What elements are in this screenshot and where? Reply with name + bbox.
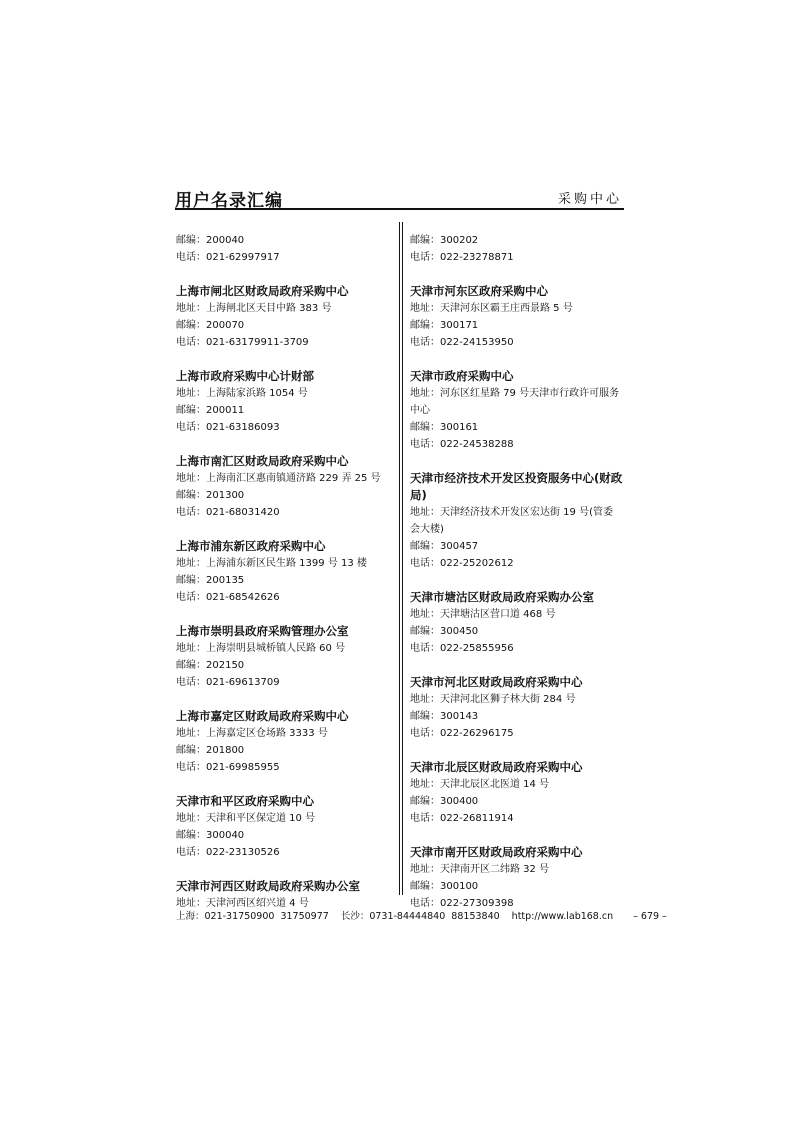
- directory-entry: [176, 538, 391, 606]
- entry-name: 天津市河西区财政局政府采购办公室: [176, 879, 360, 893]
- directory-entry: [176, 283, 391, 351]
- directory-entry: [176, 368, 391, 436]
- entry-line: 邮编：300202: [410, 235, 479, 246]
- entry-line: 电话：022-23278871: [410, 252, 514, 263]
- entry-name: 天津市北辰区财政局政府采购中心: [410, 760, 583, 774]
- entry-line: 邮编：202150: [176, 660, 245, 671]
- column-divider: [399, 222, 400, 895]
- entry-line: 地址：上海崇明县城桥镇人民路 60 号: [176, 643, 346, 654]
- entry-line: 邮编：200070: [176, 320, 245, 331]
- entry-line: 地址：上海闸北区天目中路 383 号: [176, 303, 332, 314]
- entry-line: 邮编：300450: [410, 626, 479, 637]
- entry-line: 邮编：300171: [410, 320, 479, 331]
- entry-line: 邮编：300400: [410, 796, 479, 807]
- column-divider-thin: [402, 222, 403, 895]
- entry-line: 电话：022-26811914: [410, 813, 514, 824]
- entry-line: 电话：021-68542626: [176, 592, 280, 603]
- header-rule: [175, 208, 624, 210]
- header-title: 用户名录汇编: [175, 191, 283, 211]
- entry-name: 上海市政府采购中心计财部: [176, 369, 314, 383]
- entry-line: 电话：022-25202612: [410, 558, 514, 569]
- entry-line: 电话：022-24538288: [410, 439, 514, 450]
- directory-entry: [410, 283, 628, 351]
- footer-changsha: 长沙：0731-84444840 88153840: [340, 911, 500, 922]
- entry-line: 邮编：200040: [176, 235, 245, 246]
- entry-name: 天津市南开区财政局政府采购中心: [410, 845, 583, 859]
- entry-line: 邮编：300040: [176, 830, 245, 841]
- page-number: – 679 –: [633, 911, 667, 922]
- footer: [176, 908, 667, 922]
- directory-entry: [410, 589, 628, 657]
- entry-line: 电话：021-63179911-3709: [176, 337, 309, 348]
- entry-line: 邮编：200011: [176, 405, 245, 416]
- entry-line: 邮编：300100: [410, 881, 479, 892]
- directory-entry: [410, 844, 628, 912]
- entry-line: 电话：021-69613709: [176, 677, 280, 688]
- entry-line: 电话：022-24153950: [410, 337, 514, 348]
- entry-name: 天津市塘沽区财政局政府采购办公室: [410, 590, 594, 604]
- directory-entry: [410, 368, 628, 453]
- entry-line: 邮编：300161: [410, 422, 479, 433]
- entry-name: 天津市和平区政府采购中心: [176, 794, 314, 808]
- entry-line: 会大楼): [410, 524, 444, 535]
- entry-line: 邮编：201800: [176, 745, 245, 756]
- directory-entry: [176, 708, 391, 776]
- entry-line: 电话：021-63186093: [176, 422, 280, 433]
- entry-line: 地址：河东区红星路 79 号天津市行政许可服务中心: [410, 388, 620, 416]
- entry-line: 地址：天津和平区保定道 10 号: [176, 813, 316, 824]
- directory-entry: [176, 623, 391, 691]
- entry-line: 电话：021-68031420: [176, 507, 280, 518]
- footer-shanghai: 上海：021-31750900 31750977: [176, 911, 329, 922]
- entry-line: 地址：天津河西区绍兴道 4 号: [176, 898, 309, 909]
- entry-line: 地址：上海陆家浜路 1054 号: [176, 388, 308, 399]
- entry-line: 地址：上海浦东新区民生路 1399 号 13 楼: [176, 558, 367, 569]
- entry-line: 邮编：300457: [410, 541, 479, 552]
- directory-entry: [176, 793, 391, 861]
- directory-entry: [410, 674, 628, 742]
- directory-entry: [176, 453, 391, 521]
- entry-line: 邮编：300143: [410, 711, 479, 722]
- entry-line: 电话：022-23130526: [176, 847, 280, 858]
- directory-entry: [176, 878, 391, 912]
- directory-entry: [410, 759, 628, 827]
- entry-name: 天津市政府采购中心: [410, 369, 514, 383]
- entry-line: 电话：022-26296175: [410, 728, 514, 739]
- entry-line: 邮编：200135: [176, 575, 245, 586]
- entry-line: 地址：天津经济技术开发区宏达街 19 号(管委: [410, 507, 613, 518]
- directory-entry: [410, 470, 628, 572]
- left-column: [176, 232, 391, 929]
- entry-line: 地址：天津南开区二纬路 32 号: [410, 864, 550, 875]
- directory-entry: [176, 232, 391, 266]
- entry-line: 地址：天津北辰区北医道 14 号: [410, 779, 550, 790]
- entry-line: 电话：021-69985955: [176, 762, 280, 773]
- entry-line: 邮编：201300: [176, 490, 245, 501]
- footer-website: http://www.lab168.cn: [511, 911, 614, 922]
- entry-line: 地址：上海嘉定区仓场路 3333 号: [176, 728, 328, 739]
- entry-line: 电话：022-25855956: [410, 643, 514, 654]
- entry-name: 上海市闸北区财政局政府采购中心: [176, 284, 349, 298]
- right-column: [410, 232, 628, 929]
- entry-name: 上海市嘉定区财政局政府采购中心: [176, 709, 349, 723]
- entry-line: 地址：天津河东区霸王庄西景路 5 号: [410, 303, 573, 314]
- entry-line: 地址：天津塘沽区营口道 468 号: [410, 609, 556, 620]
- entry-line: 电话：022-27309398: [410, 898, 514, 909]
- entry-name: 上海市南汇区财政局政府采购中心: [176, 454, 349, 468]
- directory-entry: [410, 232, 628, 266]
- entry-line: 地址：天津河北区狮子林大街 284 号: [410, 694, 576, 705]
- entry-name: 上海市浦东新区政府采购中心: [176, 539, 326, 553]
- entry-name: 上海市崇明县政府采购管理办公室: [176, 624, 349, 638]
- entry-name: 天津市经济技术开发区投资服务中心(财政局): [410, 471, 623, 502]
- header-section: 采购中心: [557, 192, 622, 207]
- entry-line: 电话：021-62997917: [176, 252, 280, 263]
- entry-name: 天津市河北区财政局政府采购中心: [410, 675, 583, 689]
- entry-name: 天津市河东区政府采购中心: [410, 284, 548, 298]
- entry-line: 地址：上海南汇区惠南镇通济路 229 弄 25 号: [176, 473, 381, 484]
